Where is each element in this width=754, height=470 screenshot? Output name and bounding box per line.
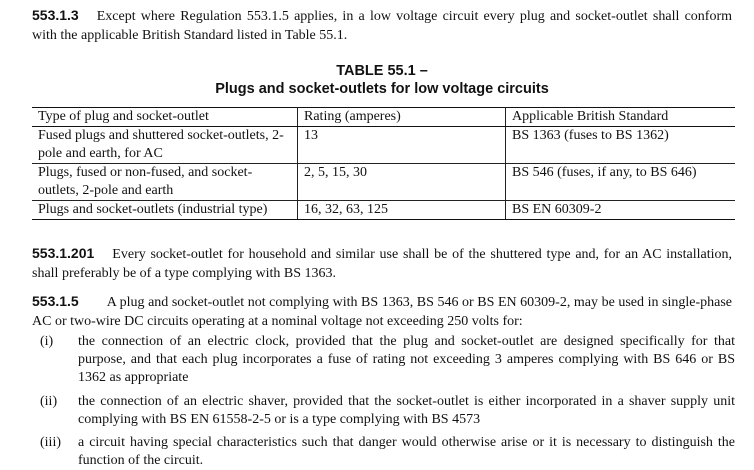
list-item [40, 333, 735, 387]
regulation-553-1-5 [32, 292, 732, 331]
table-row [32, 201, 735, 220]
cell-rating: 2, 5, 15, 30 [298, 164, 506, 201]
header-type: Type of plug and socket-outlet [32, 108, 298, 127]
cell-rating: 13 [298, 127, 506, 164]
cell-standard: BS 1363 (fuses to BS 1362) [506, 127, 736, 164]
header-rating: Rating (amperes) [298, 108, 506, 127]
table-subtitle: Plugs and socket-outlets for low voltage circuits [215, 81, 549, 97]
regulation-text: Except where Regulation 553.1.5 applies, in a low voltage circuit every plug and socket-outlet shall conform with the applicable British Standard listed in Table 55.1. [32, 9, 732, 43]
table-row [32, 127, 735, 164]
table-title: TABLE 55.1 – [336, 63, 428, 79]
item-text: the connection of an electric clock, provided that the plug and socket-outlet are designed specifically for that purpose, and that each plug incorporates a fuse of rating not exceeding 3 amperes complying with BS 646 or BS 1362 as appropriate [78, 334, 735, 385]
cell-type: Fused plugs and shuttered socket-outlets, 2-pole and earth, for AC [32, 127, 298, 164]
list-item [40, 434, 735, 470]
regulation-number: 553.1.3 [32, 7, 79, 23]
header-standard: Applicable British Standard [506, 108, 736, 127]
cell-standard: BS 546 (fuses, if any, to BS 646) [506, 164, 736, 201]
plugs-table [32, 107, 735, 220]
regulation-number: 553.1.201 [32, 245, 95, 261]
regulation-text: Every socket-outlet for household and similar use shall be of the shuttered type and, for an AC installation, shall preferably be of a type complying with BS 1363. [32, 247, 732, 281]
regulation-number: 553.1.5 [32, 293, 79, 309]
item-text: a circuit having special characteristics such that danger would otherwise arise or it is necessary to distinguish the function of the circuit. [78, 435, 735, 468]
cell-type: Plugs and socket-outlets (industrial type) [32, 201, 298, 220]
item-text: the connection of an electric shaver, provided that the socket-outlet is either incorporated in a shaver supply unit complying with BS EN 61558-2-5 or is a type complying with BS 4573 [78, 394, 735, 427]
cell-standard: BS EN 60309-2 [506, 201, 736, 220]
list-item [40, 393, 735, 429]
regulation-553-1-201 [32, 244, 732, 283]
table-row [32, 164, 735, 201]
cell-type: Plugs, fused or non-fused, and socket-outlets, 2-pole and earth [32, 164, 298, 201]
item-number: (iii) [40, 435, 61, 450]
item-number: (ii) [40, 394, 58, 409]
cell-rating: 16, 32, 63, 125 [298, 201, 506, 220]
item-number: (i) [40, 334, 54, 349]
table-header-row [32, 108, 735, 127]
regulation-553-1-3 [32, 6, 732, 45]
regulation-text: A plug and socket-outlet not complying with BS 1363, BS 546 or BS EN 60309-2, may be used in single-phase AC or two-wire DC circuits operating at a nominal voltage not exceeding 250 volts for: [32, 295, 732, 329]
